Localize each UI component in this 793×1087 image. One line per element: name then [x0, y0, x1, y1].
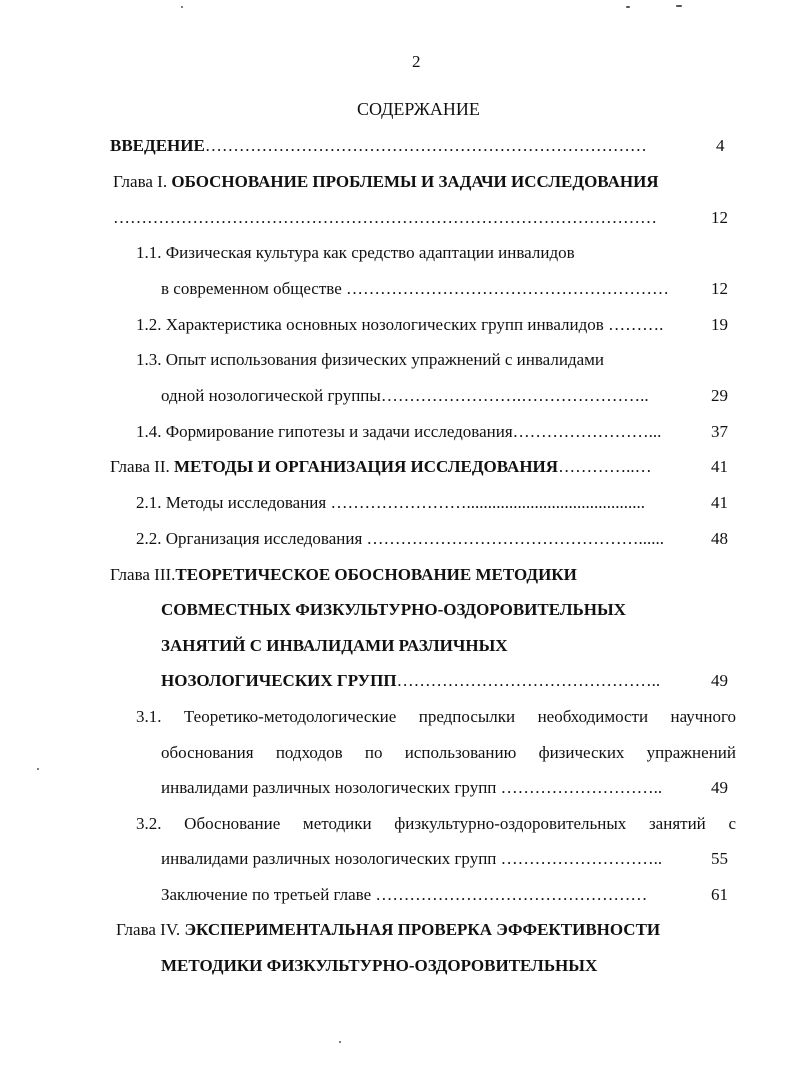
toc-item-2-1: 2.1. Методы исследования ……………………..........................................	[136, 493, 645, 512]
toc-chapter-head: НОЗОЛОГИЧЕСКИХ ГРУПП	[161, 671, 397, 690]
scan-speck	[676, 5, 682, 7]
toc-leader: ……………………………………………………………………………………	[113, 208, 657, 227]
toc-item-3-1-line1: 3.1. Теоретико-методологические предпосылки необходимости научного	[136, 707, 736, 726]
toc-chapter-2	[110, 455, 711, 479]
toc-chapter-prefix: Глава I.	[113, 172, 172, 191]
toc-item-1-3-line2: одной нозологической группы…………………….…………………..	[161, 386, 649, 405]
scan-speck	[339, 1041, 341, 1043]
toc-page-number: 4	[716, 136, 725, 155]
toc-chapter-head-last	[161, 669, 710, 693]
toc-item-1-4: 1.4. Формирование гипотезы и задачи исследования……………………...	[136, 422, 662, 441]
toc-leader: …………..…	[558, 457, 652, 476]
scan-speck	[181, 6, 183, 8]
toc-chapter-head: МЕТОДИКИ ФИЗКУЛЬТУРНО-ОЗДОРОВИТЕЛЬНЫХ	[161, 956, 598, 975]
toc-page-number: 61	[711, 885, 728, 904]
scan-speck	[37, 768, 39, 770]
toc-item-3-2-line1: 3.2. Обоснование методики физкультурно-оздоровительных занятий с	[136, 814, 736, 833]
toc-chapter-head: СОВМЕСТНЫХ ФИЗКУЛЬТУРНО-ОЗДОРОВИТЕЛЬНЫХ	[161, 600, 626, 619]
toc-page-number: 55	[711, 849, 728, 868]
toc-page-number: 12	[711, 279, 728, 298]
toc-chapter-head: МЕТОДЫ И ОРГАНИЗАЦИЯ ИССЛЕДОВАНИЯ	[174, 457, 559, 476]
toc-chapter-prefix: Глава III.	[110, 565, 176, 584]
page-number: 2	[412, 52, 421, 71]
toc-page-number: 12	[711, 208, 728, 227]
toc-chapter-head: ЭКСПЕРИМЕНТАЛЬНАЯ ПРОВЕРКА ЭФФЕКТИВНОСТИ	[184, 920, 661, 939]
toc-chapter-head: ОБОСНОВАНИЕ ПРОБЛЕМЫ И ЗАДАЧИ ИССЛЕДОВАНИЯ	[171, 172, 659, 191]
toc-item-1-1-line2: в современном обществе …………………………………………………	[161, 279, 669, 298]
toc-page-number: 48	[711, 529, 728, 548]
toc-item-3-conclusion: Заключение по третьей главе …………………………………………	[161, 885, 648, 904]
scan-speck	[626, 6, 630, 8]
toc-chapter-head: ЗАНЯТИЙ С ИНВАЛИДАМИ РАЗЛИЧНЫХ	[161, 636, 508, 655]
toc-page-number: 37	[711, 422, 728, 441]
toc-item-3-1-line2: обоснования подходов по использованию физических упражнений	[161, 743, 736, 762]
toc-item-1-3-line1: 1.3. Опыт использования физических упражнений с инвалидами	[136, 350, 604, 369]
toc-page-number: 49	[711, 671, 728, 690]
toc-intro-head: ВВЕДЕНИЕ	[110, 136, 205, 155]
toc-chapter-prefix: Глава IV.	[116, 920, 185, 939]
toc-item-1-2: 1.2. Характеристика основных нозологических групп инвалидов ……….	[136, 315, 664, 334]
toc-page-number: 29	[711, 386, 728, 405]
toc-item-3-1-line3: инвалидами различных нозологических групп ………………………..	[161, 778, 663, 797]
toc-page-number: 41	[711, 493, 728, 512]
toc-item-1-1-line1: 1.1. Физическая культура как средство адаптации инвалидов	[136, 243, 575, 262]
toc-chapter-3	[110, 563, 577, 587]
toc-page-number: 19	[711, 315, 728, 334]
toc-chapter-prefix: Глава II.	[110, 457, 174, 476]
toc-leader: ………………………………………..	[396, 671, 661, 690]
toc-item-3-2-line2: инвалидами различных нозологических групп ………………………..	[161, 849, 663, 868]
toc-page-number: 49	[711, 778, 728, 797]
toc-chapter-4	[116, 918, 660, 942]
toc-page-number: 41	[711, 457, 728, 476]
toc-leader: ……………………………………………………………………	[204, 136, 647, 155]
toc-entry-intro	[110, 134, 712, 158]
toc-item-2-2: 2.2. Организация исследования …………………………………………......	[136, 529, 665, 548]
toc-chapter-1	[113, 170, 659, 194]
toc-chapter-head: ТЕОРЕТИЧЕСКОЕ ОБОСНОВАНИЕ МЕТОДИКИ	[175, 565, 577, 584]
page-title: СОДЕРЖАНИЕ	[357, 99, 480, 119]
